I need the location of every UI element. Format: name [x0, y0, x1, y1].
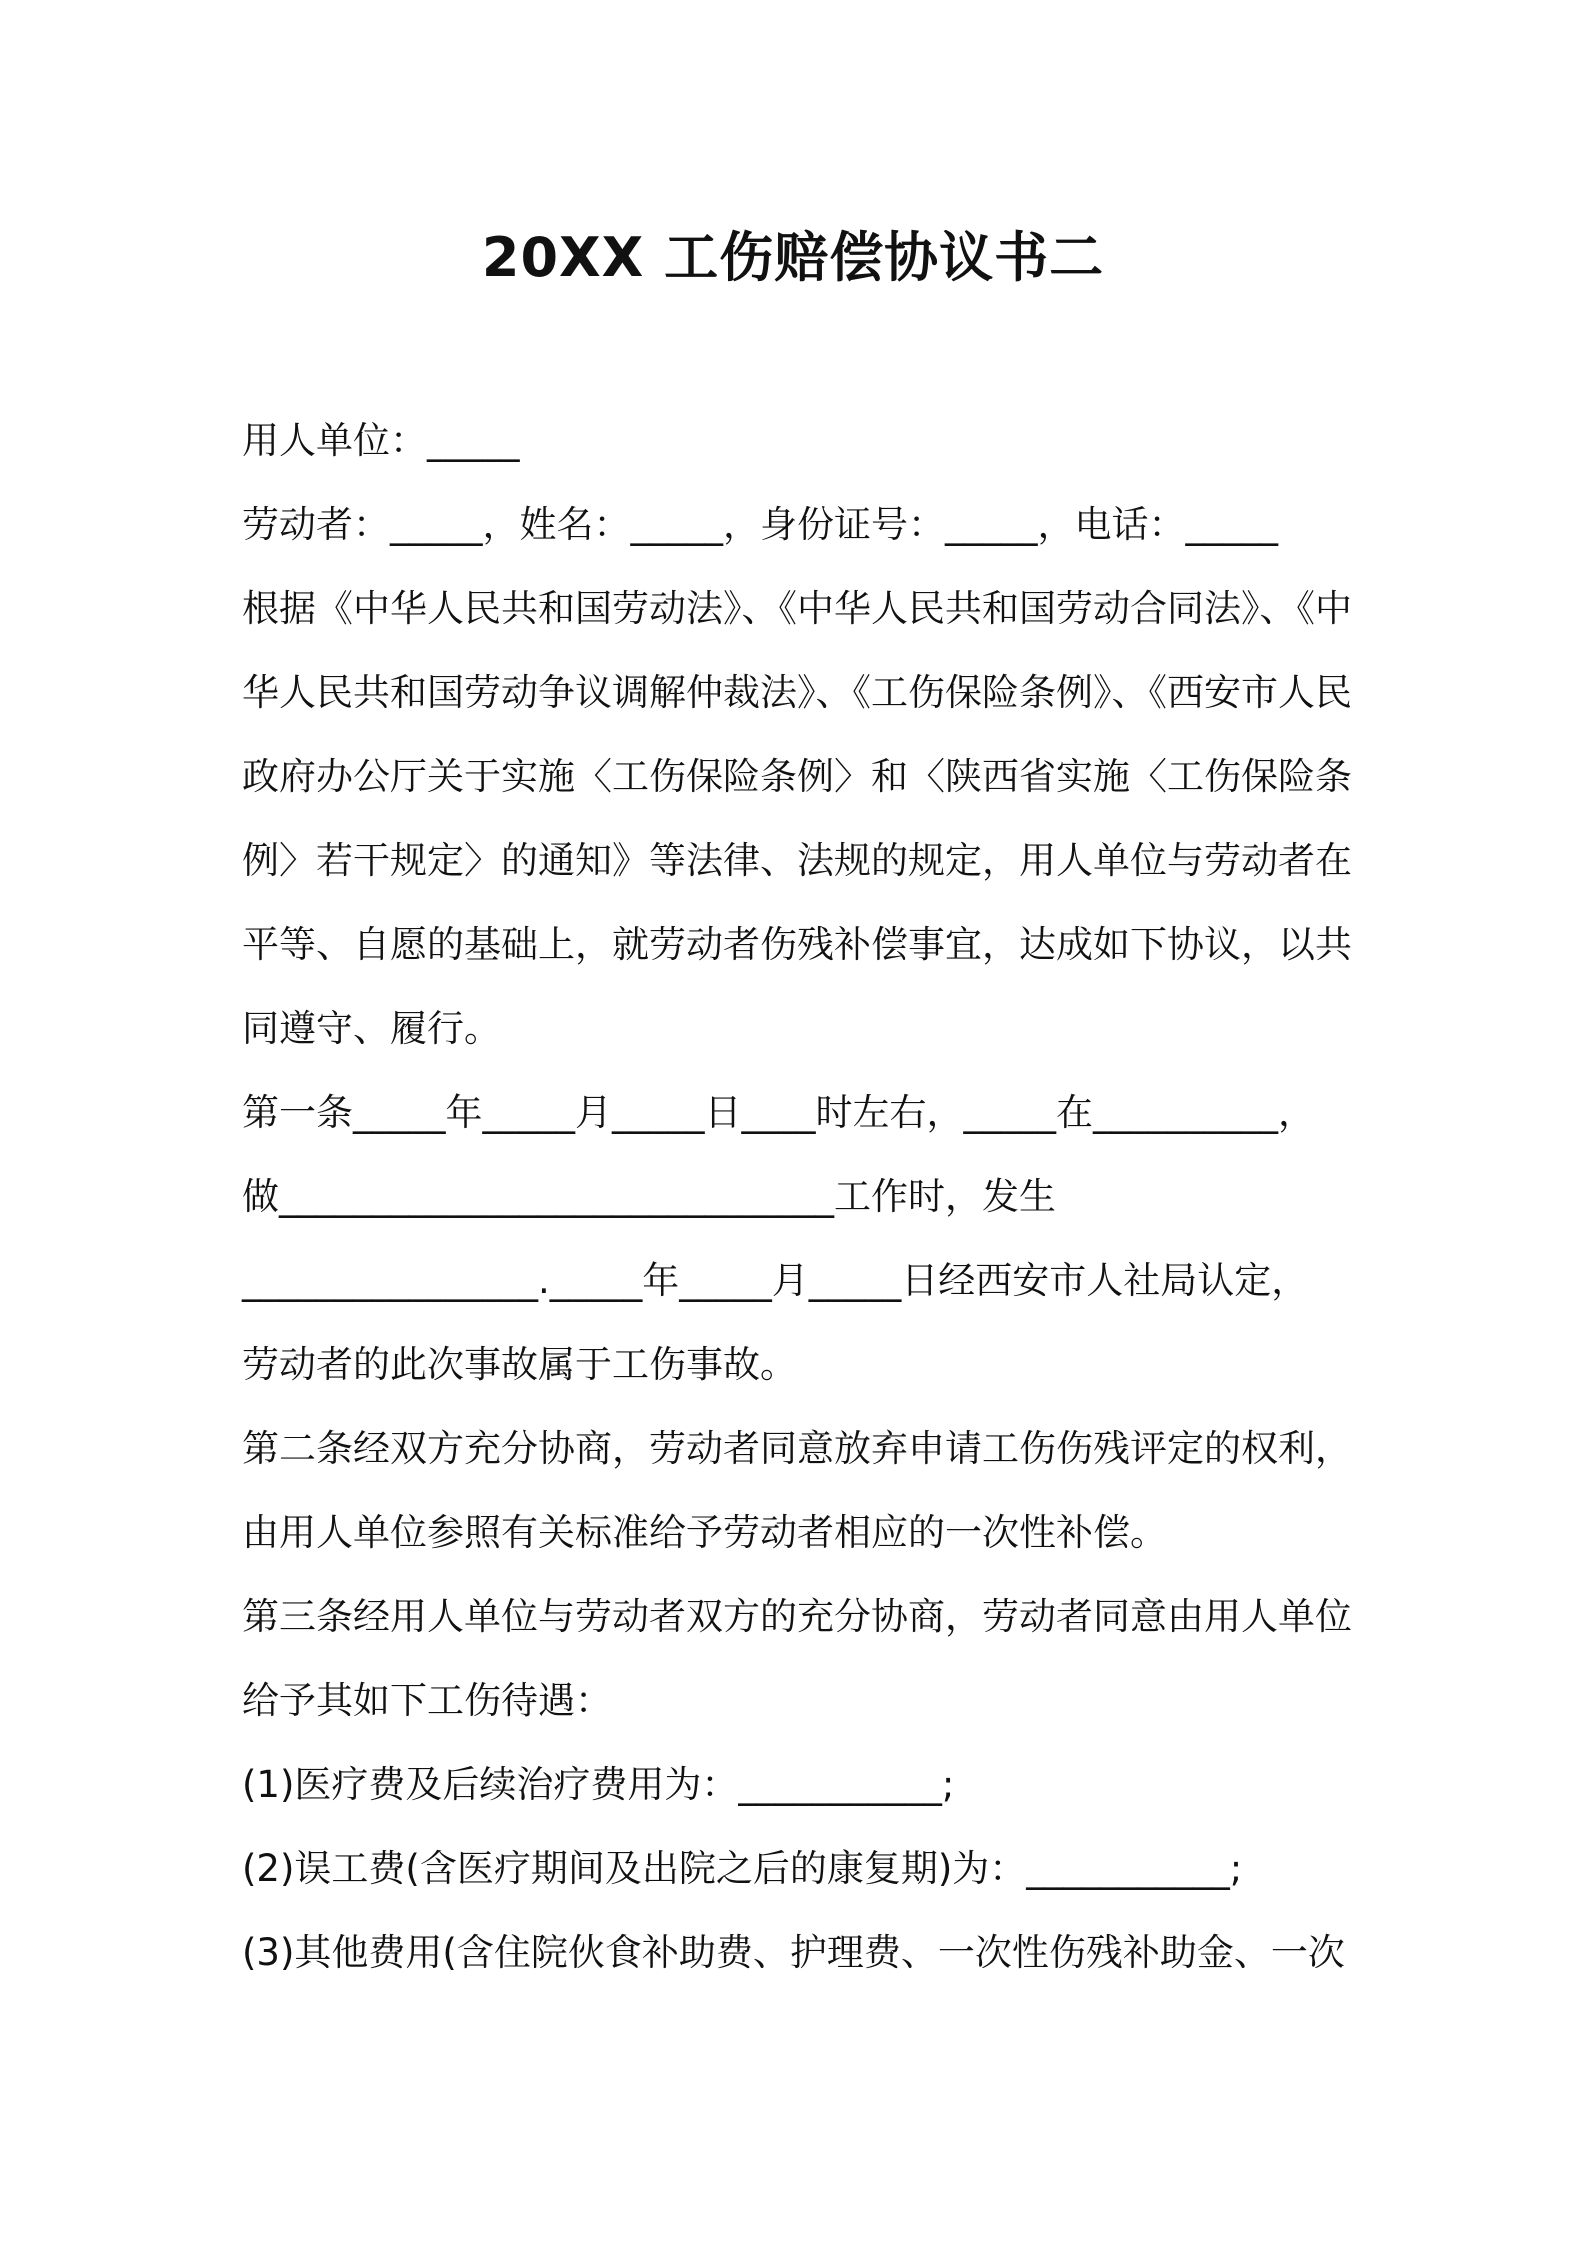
preamble-line: 政府办公厅关于实施〈工伤保险条例〉和〈陕西省实施〈工伤保险条 [242, 755, 1352, 798]
employer-line: 用人单位：_____ [242, 419, 520, 462]
article-1-line: 做______________________________工作时，发生 [242, 1175, 1056, 1218]
article-3-line: 给予其如下工伤待遇： [242, 1679, 612, 1722]
item-2-line: (2)误工费(含医疗期间及出院之后的康复期)为：___________; [242, 1847, 1243, 1890]
preamble-line: 同遵守、履行。 [242, 1007, 501, 1050]
article-1-line: ________________._____年_____月_____日经西安市人社局认定， [242, 1259, 1309, 1302]
preamble-line: 根据《中华人民共和国劳动法》、《中华人民共和国劳动合同法》、《中 [242, 587, 1352, 630]
article-3-line: 第三条经用人单位与劳动者双方的充分协商，劳动者同意由用人单位 [242, 1595, 1352, 1638]
article-1-line: 劳动者的此次事故属于工伤事故。 [242, 1343, 797, 1386]
item-1-line: (1)医疗费及后续治疗费用为：___________; [242, 1763, 955, 1806]
preamble-line: 平等、自愿的基础上，就劳动者伤残补偿事宜，达成如下协议，以共 [242, 923, 1352, 966]
preamble-line: 例〉若干规定〉的通知》等法律、法规的规定，用人单位与劳动者在 [242, 839, 1352, 882]
preamble-line: 华人民共和国劳动争议调解仲裁法》、《工伤保险条例》、《西安市人民 [242, 671, 1352, 714]
article-1-line: 第一条_____年_____月_____日____时左右，_____在__________， [242, 1091, 1315, 1134]
document-body [242, 399, 1362, 1995]
article-2-line: 第二条经双方充分协商，劳动者同意放弃申请工伤伤残评定的权利， [242, 1427, 1352, 1470]
article-2-line: 由用人单位参照有关标准给予劳动者相应的一次性补偿。 [242, 1511, 1167, 1554]
worker-info-line: 劳动者：_____，姓名：_____，身份证号：_____，电话：_____ [242, 503, 1278, 546]
document-title: 20XX 工伤赔偿协议书二 [481, 226, 1105, 289]
item-3-line: (3)其他费用(含住院伙食补助费、护理费、一次性伤残补助金、一次 [242, 1931, 1345, 1974]
